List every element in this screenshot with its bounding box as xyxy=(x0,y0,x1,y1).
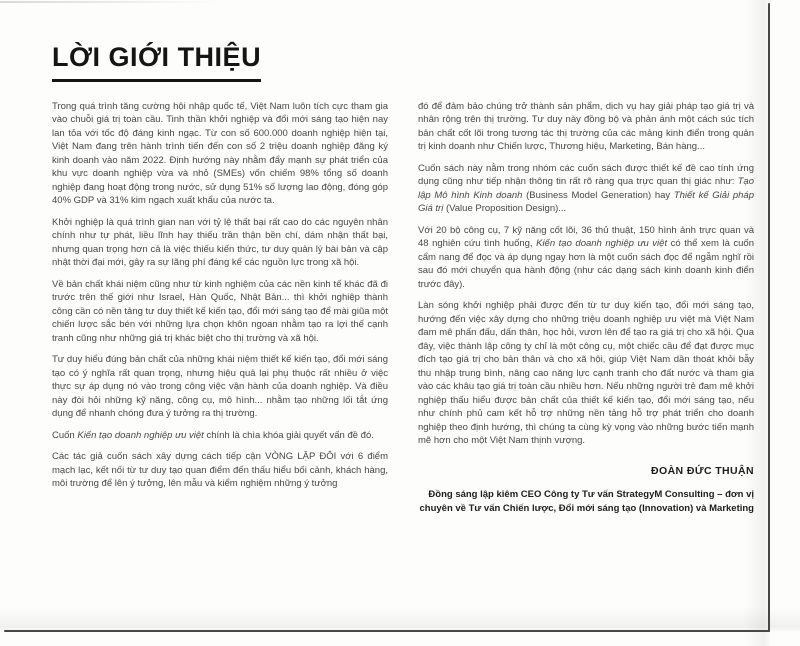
scan-edge-bottom xyxy=(4,630,770,632)
body-text: (Value Proposition Design)... xyxy=(443,203,567,215)
author-affiliation: Đồng sáng lập kiêm CEO Công ty Tư vấn StrategyM Consulting – đơn vị chuyên về Tư vấn Chiến lược, Đổi mới sáng tạo (Innovation) và Marketing xyxy=(419,488,754,515)
body-text: Cuốn xyxy=(52,429,78,441)
paragraph xyxy=(418,162,754,216)
book-title-text: Thiết kế Giải pháp Giá trị xyxy=(418,189,754,215)
paragraph xyxy=(418,100,754,154)
body-text: Cuốn sách này nằm trong nhóm các cuốn sách được thiết kế đề cao tính ứng dụng cũng như tiếp nhận thông tin rất rõ ràng qua trực quan thị giác như: xyxy=(418,162,754,188)
paragraph xyxy=(52,100,388,208)
scan-edge-right xyxy=(768,3,770,632)
left-column xyxy=(52,100,388,517)
author-name: ĐOÀN ĐỨC THUẬN xyxy=(651,464,754,477)
body-text: Khởi nghiệp là quá trình gian nan với tỷ lệ thất bại rất cao do các nguyên nhân chính như tự phát, liều lĩnh hay thiếu trần thận bền chí, dám nhận thất bại, nhưng quan trọng hơn cả là việc thiếu kiến thức, tư duy quản lý bài bản và cập nhật thời đại mới, gây ra sự lãng phí đáng kể các nguồn lực trong xã hội. xyxy=(52,216,388,269)
paragraph xyxy=(418,224,754,291)
scan-corner-shade xyxy=(0,1,220,3)
right-column-paragraphs xyxy=(418,100,754,448)
body-text: Tư duy hiểu đúng bản chất của những khái niệm thiết kế kiến tạo, đổi mới sáng tạo có ý nghĩa rất quan trọng, nhưng hiệu quả lại phụ thuộc rất nhiều ở việc thực sự áp dụng nó vào trong công việc vận hành của doanh nghiệp. Và điều này đòi hỏi những kỹ năng, công cụ, mô hình... nhằm tạo những lối tắt ứng dụng để nhanh chóng đưa ý tưởng ra thị trường. xyxy=(52,354,388,420)
book-title-text: Kiến tạo doanh nghiệp ưu việt xyxy=(536,238,668,250)
paragraph xyxy=(418,299,754,447)
book-title-text: Tạo lập Mô hình Kinh doanh xyxy=(418,176,754,201)
paragraph xyxy=(52,450,388,490)
paragraph xyxy=(52,278,388,345)
body-text: (Business Model Generation) hay xyxy=(522,189,674,201)
right-column xyxy=(418,100,754,517)
book-title-text: Kiến tạo doanh nghiệp ưu việt xyxy=(77,429,204,441)
body-text: Về bản chất khái niệm cũng như từ kinh nghiệm của các nền kinh tế khác đã đi trước trên thế giới như Israel, Hàn Quốc, Nhật Bản... thì khởi nghiệp thành công cần có nền tảng tư duy thiết kế kiến tạo, đổi mới sáng tạo để mài giũa một chiến lược sắc bén với những lựa chọn khôn ngoan nhằm tạo ra lợi thế cạnh tranh cũng như những giá trị khác biệt cho thị trường và xã hội. xyxy=(52,278,388,344)
body-text: Trong quá trình tăng cường hội nhập quốc tế, Việt Nam luôn tích cực tham gia vào chuỗi giá trị toàn cầu. Tinh thần khởi nghiệp và đổi mới sáng tạo hiện nay lan tỏa với tốc độ đáng kinh ngạc. Từ con số 600.000 doanh nghiệp hiện tại, Việt Nam đang trên hành trình tiến đến con số 2 triệu doanh nghiệp đăng ký kinh doanh vào năm 2022. Định hướng này nhằm đẩy mạnh sự phát triển của khu vực doanh nghiệp vừa và nhỏ (SMEs) vốn chiếm 98% tổng số doanh nghiệp đang hoạt động trong nước, sử dụng 51% số lượng lao động, đóng góp 40% GDP và 31% kim ngạch xuất khẩu của nước ta. xyxy=(52,101,388,207)
text-columns xyxy=(52,100,754,517)
page-title: LỜI GIỚI THIỆU xyxy=(52,42,261,82)
signature-block xyxy=(418,464,754,517)
body-text: đó để đảm bảo chúng trở thành sản phẩm, dịch vụ hay giải pháp tạo giá trị và nhân rộng trên thị trường. Tư duy này đồng bộ và phản ánh một cách súc tích bản chất cốt lõi trong tương tác thị trường của các mảng kinh điển trong quản trị kinh doanh như Chiến lược, Thương hiệu, Marketing, Bán hàng... xyxy=(418,101,754,153)
paragraph xyxy=(52,216,388,270)
body-text: Với 20 bộ công cụ, 7 kỹ năng cốt lõi, 36 thủ thuật, 150 hình ảnh trực quan và 48 nghiên cứu tình huống, xyxy=(418,224,754,250)
body-text: có thể xem là cuốn cẩm nang để đọc và áp dụng ngay hơn là một cuốn sách đọc để ngẫm nghĩ rồi sau đó mới chuyển qua hành động (như các dạng sách kinh doanh kinh điển trước đây). xyxy=(418,238,754,290)
body-text: Làn sóng khởi nghiệp phải được đến từ tư duy kiến tạo, đổi mới sáng tạo, hướng đến việc xây dựng cho những triệu doanh nghiệp ưu việt mà Việt Nam đam mê phấn đấu, dấn thân, học hỏi, vươn lên để tạo ra giá trị cho xã hội. Qua đây, việc thành lập công ty chỉ là một công cụ, một chiếc cầu để đạt được mục đích tạo giá trị cho bản thân và cho xã hội, giúp Việt Nam dần thoát khỏi bẫy thu nhập trung bình, nâng cao năng lực cạnh tranh cho đất nước và tham gia vào các khâu tạo giá trị toàn cầu nhiều hơn. Nếu những người trẻ đam mê khởi nghiệp thấu hiểu được bản chất của thiết kế kiến tạo, đổi mới sáng tạo, nếu như chính phủ cam kết hỗ trợ những nền tảng hỗ trợ phát triển cho doanh nghiệp theo định hướng, thì chúng ta cùng kỳ vọng vào những bước tiến mạnh mẽ hơn cho một Việt Nam thịnh vượng. xyxy=(418,300,754,447)
paragraph xyxy=(52,353,388,420)
paragraph xyxy=(52,429,388,442)
body-text: chính là chìa khóa giải quyết vấn đề đó. xyxy=(203,429,374,441)
body-text: Các tác giả cuốn sách xây dựng cách tiếp cận VÒNG LẶP ĐÔI với 6 điểm mạch lạc, kết nối từ tư duy tạo quan điểm đến thấu hiểu bối cảnh, khách hàng, môi trường để lên ý tưởng, lên mẫu và kiểm nghiệm những ý tưởng xyxy=(52,451,388,490)
page-content xyxy=(52,42,754,517)
